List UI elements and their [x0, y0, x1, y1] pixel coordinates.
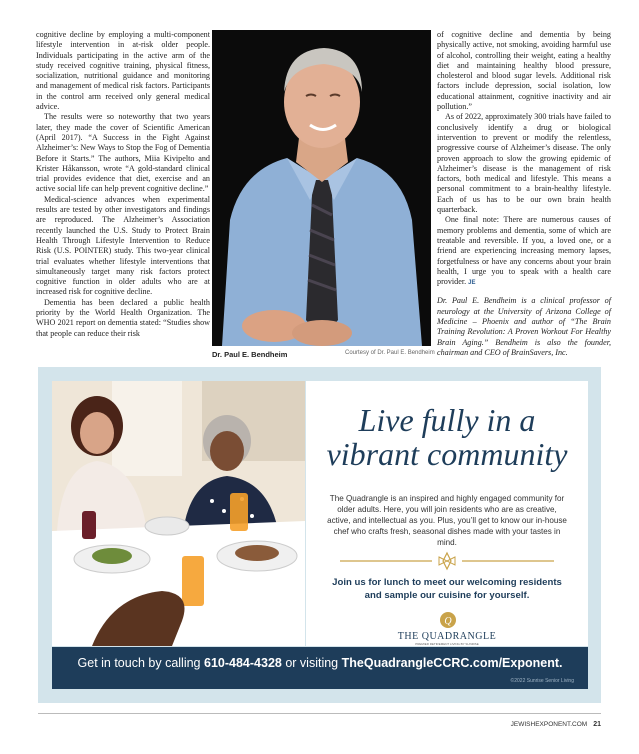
phone-number[interactable]: 610-484-4328 [204, 656, 282, 670]
website-link[interactable]: TheQuadrangleCCRC.com/Exponent. [341, 656, 563, 670]
ad-dining-photo [52, 381, 305, 646]
ad-call-to-action [318, 576, 576, 602]
dining-scene-illustration [52, 381, 305, 646]
ad-contact-bar [52, 647, 588, 689]
ad-text-panel [306, 381, 588, 646]
quadrangle-logo [397, 611, 497, 647]
author-photo [212, 30, 431, 346]
page-footer [511, 721, 601, 728]
photo-caption: Dr. Paul E. Bendheim [212, 350, 288, 359]
article-paragraph: Medical-science advances when experimental results are tested by other investigators and findings are reproduced. The Alzheimer’s Association recently launched the U.S. Study to Protect Brain Health Through Lifestyle Intervention to Reduce Risk (U.S. POINTER) study. This two-year clinical trial evaluates whether lifestyle interventions that simultaneously target many risk factors protect cognitive function in older adults who are at increased risk for cognitive decline. [36, 194, 210, 297]
author-portrait-illustration [212, 30, 431, 346]
contact-middle: or visiting [285, 656, 339, 670]
article-paragraph: The results were so noteworthy that two years later, they made the cover of Scientific American (April 2017). “A Success in the Fight Against Alzheimer’s: New Ways to Stop the Fog of Dementia Before it Starts.” The authors, Miia Kivipelto and Krister Håkansson, wrote “A gold-standard clinical trial provides evidence that diet, exercise and an active social life can help prevent cognitive decline.” [36, 112, 210, 194]
article-paragraph: As of 2022, approximately 300 trials have failed to conclusively identify a drug or biological intervention to prevent or modify the relentless, progressive course of Alzheimer’s disease. The only proven approach to slow the growing epidemic of Alzheimer’s disease is the management of risk factors, both medical and lifestyle. This means a personal commitment to a brain-healthy lifestyle. Each of us has to be our own brain health quarterback. [437, 112, 611, 215]
cta-line2: and sample our cuisine for yourself. [364, 590, 530, 601]
end-mark: JE [468, 280, 476, 287]
svg-text:Q: Q [444, 616, 452, 627]
ad-headline-line2: vibrant community [326, 436, 568, 472]
logo-name: THE QUADRANGLE [397, 631, 497, 642]
article-column-right [437, 30, 611, 358]
ornament-divider [340, 551, 554, 571]
article-column-left [36, 30, 210, 339]
ad-body-text: The Quadrangle is an inspired and highly engaged community for older adults. Here, you will join residents who are as creative, active, and intellectual as you. Plus, you’ll get to know our in-house chef who crafts fresh, seasonal dishes made with your tastes in mind. [327, 494, 567, 547]
article-paragraph: of cognitive decline and dementia by being physically active, not smoking, avoiding harmful use of alcohol, controlling their weight, eating a healthy diet and maintaining healthy blood pressure, cholesterol and blood sugar levels. Additional risk factors include depression, social isolation, low educational attainment, cognitive inactivity and air pollution.” [437, 30, 611, 112]
ad-headline-line1: Live fully in a [358, 402, 536, 438]
footer-site: JEWISHEXPONENT.COM [510, 721, 588, 728]
quadrangle-monogram-icon [437, 611, 459, 629]
advertisement [38, 367, 601, 703]
article-paragraph-text: One final note: There are numerous causes of memory problems and dementia, some of which are treatable and reversible. If you, a loved one, or a friend are experiencing increasing memory lapses, forgetfulness or have any concerns about your brain health, I urge you to speak with a health care provider. [437, 215, 611, 287]
ad-legal-text: ©2022 Sunrise Senior Living [510, 678, 574, 684]
author-bio: Dr. Paul E. Bendheim is a clinical professor of neurology at the University of Arizona College of Medicine – Phoenix and author of “The Brain Training Revolution: A Proven Workout For Healthy Brain Aging.” Bendheim is also the founder, chairman and CEO of BrainSavers, Inc. [437, 296, 611, 357]
cta-line1: Join us for lunch to meet our welcoming residents [332, 577, 562, 588]
contact-prefix: Get in touch by calling [77, 656, 201, 670]
article-paragraph [437, 215, 611, 288]
article-paragraph: cognitive decline by employing a multi-component lifestyle intervention in at-risk older people. Individuals participating in the active arm of the study received cognitive training, physical fitness, socialization, nutritional guidance and monitoring and management of medical risk factors. Participants in the control arm received only general medical advice. [36, 30, 210, 112]
logo-tagline: PREMIER RETIREMENT LIVING BY SUNRISE [415, 642, 479, 646]
footer-rule [38, 713, 601, 714]
photo-credit: Courtesy of Dr. Paul E. Bendheim [345, 350, 435, 356]
contact-line [52, 656, 588, 670]
page-number: 21 [593, 721, 601, 728]
article-paragraph: Dementia has been declared a public health priority by the World Health Organization. The WHO 2021 report on dementia stated: “Studies show that people can reduce their risk [36, 297, 210, 338]
